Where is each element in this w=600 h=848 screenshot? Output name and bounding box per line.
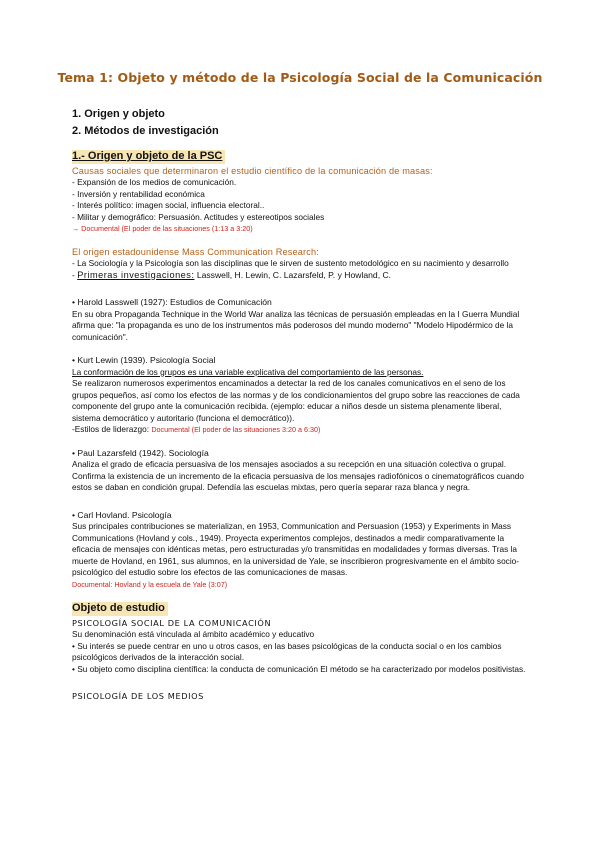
documentary-reference: Documental (El poder de las situaciones 3:20 a 6:30) [151, 425, 321, 434]
hovland-heading: • Carl Hovland. Psicología [72, 509, 172, 520]
first-research-line [72, 270, 530, 282]
table-of-contents [72, 106, 219, 140]
first-research-prefix: - [72, 269, 78, 280]
cause-item: - Militar y demográfico: Persuasión. Actitudes y estereotipos sociales [72, 211, 325, 222]
first-research-label: Primeras investigaciones: [77, 269, 195, 280]
objeto-line: • Su interés se puede centrar en uno u otros casos, en las bases psicológicas de la conducta social o en los cambios psicológicos derivados de la interacción social. [72, 640, 502, 662]
documentary-reference: Documental: Hovland y la escuela de Yale (3:07) [72, 579, 228, 589]
document-body [72, 150, 530, 703]
document-title: Tema 1: Objeto y método de la Psicología Social de la Comunicación [57, 70, 543, 85]
lewin-heading: • Kurt Lewin (1939). Psicología Social [72, 355, 216, 365]
section-heading-objeto: Objeto de estudio [72, 602, 168, 616]
leadership-label: -Estilos de liderazgo: [72, 424, 152, 434]
cause-item: - Inversión y rentabilidad económica [72, 188, 205, 199]
origin-text: - La Sociología y la Psicología son las disciplinas que le sirven de sustento metodológico en su nacimiento y desarrollo [72, 258, 509, 268]
documentary-reference: → Documental (El poder de las situaciones (1:13 a 3:20) [72, 224, 253, 233]
cause-item: - Expansión de los medios de comunicación. [72, 177, 237, 187]
lasswell-heading: • Harold Lasswell (1927): Estudios de Comunicación [72, 297, 272, 307]
lewin-underlined-thesis: La conformación de los grupos es una variable explicativa del comportamiento de las personas. [72, 366, 424, 377]
objeto-line: • Su objeto como disciplina científica: la conducta de comunicación El método se ha caracterizado por modelos positivistas. [72, 663, 526, 674]
lasswell-text: En su obra Propaganda Technique in the World War analiza las técnicas de persuasión empleadas en la I Guerra Mundial afirma que: "la propaganda es uno de los instrumentos más poderosos del mundo moderno" "Modelo Hipodérmico de la comunicación". [72, 308, 520, 342]
cause-item: - Interés político: imagen social, influencia electoral.. [72, 200, 265, 210]
subheading-media: PSICOLOGÍA DE LOS MEDIOS [72, 691, 204, 701]
lazarsfeld-heading: • Paul Lazarsfeld (1942). Sociología [72, 447, 209, 458]
first-research-names: Lasswell, H. Lewin, C. Lazarsfeld, P. y Howland, C. [194, 269, 392, 280]
section-heading-origen: 1.- Origen y objeto de la PSC [72, 150, 225, 164]
hovland-text: Sus principales contribuciones se materializan, en 1953, Communication and Persuasion (1953) y Experiments in Mass Communications (Hovland y cols., 1949). Proyecta experimentos complejos, destinados a medir comparativamente la eficacia de mensajes con idénticas metas, pero estructuradas y/o transmitidas en modalidades y formas diversas. Tras la muerte de Hovland, en 1961, sus alumnos, en la universidad de Yale, se inscribieron progresivamente en el ámbito socio-psicológico del estudio sobre los efectos de las comunicaciones de masas. [72, 521, 520, 577]
toc-item-origen: 1. Origen y objeto [72, 108, 165, 120]
lazarsfeld-text: Analiza el grado de eficacia persuasiva de los mensajes asociados a su recepción en una situación colectiva o grupal. Confirma la existencia de un incremento de la eficacia persuasiva de los mensajes radiofónicos o cinematográficos cuando estos se daban en condición grupal. Defendía las escuelas mixtas, pero quería separar raza blanca y negra. [72, 459, 524, 492]
toc-item-metodos: 2. Métodos de investigación [72, 125, 219, 137]
leadership-line [72, 424, 530, 436]
origin-heading: El origen estadounidense Mass Communication Research: [72, 246, 319, 257]
lewin-text: Se realizaron numerosos experimentos encaminados a detectar la red de los canales comunicativos en el seno de los grupos pequeños, así como los efectos de las normas y de los condicionamientos del grupo sobre las reacciones de cada componente del grupo ante la comunicación recibida. (ejemplo: educar a niños desde un sistema plenamente liberal, sistema democrático y autoritario (funciona el democrático)). [72, 378, 520, 423]
subheading-psc: PSICOLOGÍA SOCIAL DE LA COMUNICACIÓN [72, 617, 272, 628]
objeto-line: Su denominación está vinculada al ámbito académico y educativo [72, 629, 315, 639]
causes-heading: Causas sociales que determinaron el estudio científico de la comunicación de masas: [72, 165, 433, 176]
